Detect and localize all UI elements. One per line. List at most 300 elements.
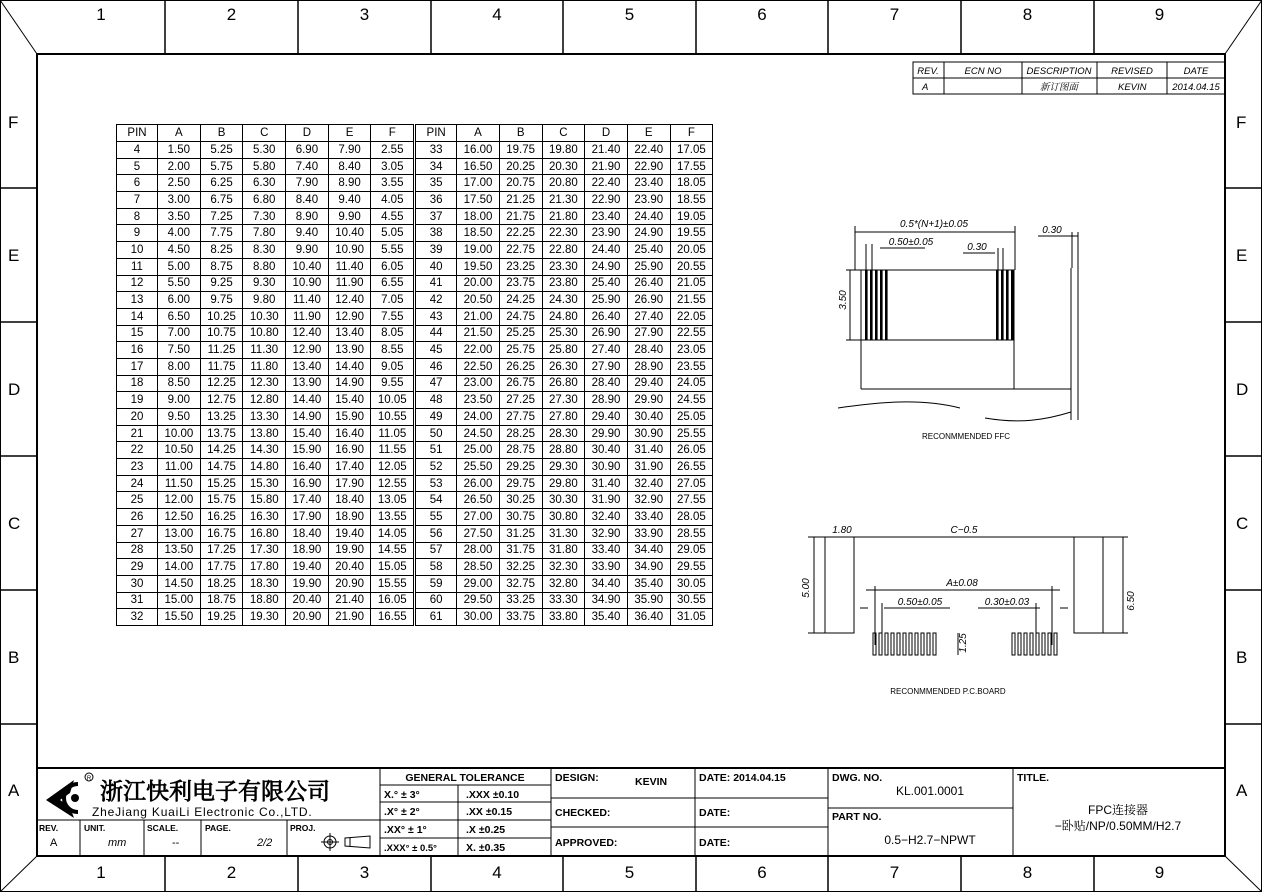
- table-cell: 9.30: [243, 275, 286, 292]
- table-row: [117, 258, 713, 275]
- table-row: [117, 142, 713, 159]
- table-cell: 32.75: [499, 575, 542, 592]
- table-row: [117, 242, 713, 259]
- table-cell: 15.50: [158, 609, 201, 626]
- pcb-pads-left: [873, 633, 936, 655]
- table-cell: 7: [117, 192, 158, 209]
- table-cell: 23.90: [627, 192, 670, 209]
- table-cell: 24.90: [585, 258, 628, 275]
- table-cell: 22.80: [542, 242, 585, 259]
- table-cell: 33.90: [627, 525, 670, 542]
- table-cell: 6.00: [158, 292, 201, 309]
- table-cell: 16: [117, 342, 158, 359]
- table-cell: 15.05: [371, 559, 415, 576]
- table-cell: 5: [117, 158, 158, 175]
- table-cell: 19.40: [286, 559, 329, 576]
- table-cell: 28: [117, 542, 158, 559]
- table-cell: 33: [415, 142, 457, 159]
- table-cell: 11.55: [371, 442, 415, 459]
- table-header-cell: E: [627, 125, 670, 142]
- table-cell: 20.90: [328, 575, 371, 592]
- table-cell: 19.30: [243, 609, 286, 626]
- zone-row-right-B: B: [1236, 648, 1248, 667]
- table-cell: 7.50: [158, 342, 201, 359]
- table-cell: 14.90: [328, 375, 371, 392]
- table-cell: 11.80: [243, 358, 286, 375]
- table-cell: 13.05: [371, 492, 415, 509]
- table-cell: 7.05: [371, 292, 415, 309]
- table-cell: 4.00: [158, 225, 201, 242]
- table-cell: 31.80: [542, 542, 585, 559]
- table-cell: 24.80: [542, 308, 585, 325]
- table-cell: 8.55: [371, 342, 415, 359]
- table-cell: 16.80: [243, 525, 286, 542]
- table-cell: 12.75: [200, 392, 243, 409]
- table-cell: 12.05: [371, 459, 415, 476]
- table-cell: 25.80: [542, 342, 585, 359]
- table-cell: 15.90: [286, 442, 329, 459]
- table-cell: 26.75: [499, 375, 542, 392]
- table-cell: 29.05: [670, 542, 713, 559]
- table-cell: 9.55: [371, 375, 415, 392]
- table-row: [117, 559, 713, 576]
- table-row: [117, 509, 713, 526]
- pcb-dim-left-height: 5.00: [801, 578, 812, 598]
- table-row: [117, 208, 713, 225]
- table-cell: 14.30: [243, 442, 286, 459]
- table-cell: 20.40: [286, 592, 329, 609]
- table-cell: 14.90: [286, 409, 329, 426]
- pin-dimension-table: [116, 124, 713, 626]
- table-cell: 35.40: [627, 575, 670, 592]
- table-cell: 11.05: [371, 425, 415, 442]
- table-header-cell: D: [286, 125, 329, 142]
- pcb-dim-right-height: 6.50: [1126, 591, 1137, 611]
- table-cell: 11.50: [158, 475, 201, 492]
- table-row: [117, 442, 713, 459]
- table-cell: 26.40: [627, 275, 670, 292]
- table-cell: 12.90: [286, 342, 329, 359]
- table-cell: 18: [117, 375, 158, 392]
- table-cell: 58: [415, 559, 457, 576]
- zone-row-left-C: C: [8, 514, 21, 533]
- table-cell: 15.75: [200, 492, 243, 509]
- table-cell: 47: [415, 375, 457, 392]
- table-cell: 21.80: [542, 208, 585, 225]
- table-cell: 22.90: [585, 192, 628, 209]
- table-row: [117, 492, 713, 509]
- table-cell: 30.80: [542, 509, 585, 526]
- table-cell: 32.80: [542, 575, 585, 592]
- approved-label: APPROVED:: [555, 837, 618, 849]
- table-cell: 27.25: [499, 392, 542, 409]
- table-cell: 3.55: [371, 175, 415, 192]
- table-cell: 8.40: [286, 192, 329, 209]
- zone-col-top-1: 1: [96, 5, 106, 24]
- zone-col-top-9: 9: [1154, 5, 1165, 24]
- table-cell: 8.05: [371, 325, 415, 342]
- rev-header-date: DATE: [1183, 66, 1209, 77]
- table-cell: 31.90: [627, 459, 670, 476]
- table-cell: 20.05: [670, 242, 713, 259]
- table-cell: 55: [415, 509, 457, 526]
- table-cell: 17.75: [200, 559, 243, 576]
- pcb-dim-pad-width: 1.80: [832, 525, 852, 536]
- table-cell: 29.00: [457, 575, 500, 592]
- table-cell: 30: [117, 575, 158, 592]
- table-cell: 31.25: [499, 525, 542, 542]
- svg-text:R: R: [86, 776, 92, 782]
- table-cell: 25.40: [585, 275, 628, 292]
- table-cell: 29: [117, 559, 158, 576]
- table-header-cell: F: [371, 125, 415, 142]
- table-cell: 15.40: [328, 392, 371, 409]
- design-label: DESIGN:: [555, 772, 599, 784]
- zone-row-right-E: E: [1236, 246, 1248, 265]
- table-cell: 6.50: [158, 308, 201, 325]
- ffc-drawing: [838, 226, 1078, 421]
- zone-col-top-8: 8: [1022, 5, 1033, 24]
- rev-value-rev: A: [922, 82, 929, 93]
- table-cell: 20.75: [499, 175, 542, 192]
- company-logo: [46, 773, 93, 818]
- table-cell: 44: [415, 325, 457, 342]
- table-cell: 52: [415, 459, 457, 476]
- table-row: [117, 609, 713, 626]
- table-cell: 29.90: [585, 425, 628, 442]
- table-cell: 33.40: [627, 509, 670, 526]
- table-cell: 17.90: [328, 475, 371, 492]
- table-cell: 11: [117, 258, 158, 275]
- table-cell: 23.30: [542, 258, 585, 275]
- table-cell: 8.80: [243, 258, 286, 275]
- zone-col-bottom-2: 2: [226, 863, 237, 882]
- table-cell: 26.50: [457, 492, 500, 509]
- table-cell: 12.00: [158, 492, 201, 509]
- page-value: 2/2: [257, 837, 273, 849]
- table-cell: 33.25: [499, 592, 542, 609]
- zone-col-top-5: 5: [624, 5, 635, 24]
- table-cell: 3.00: [158, 192, 201, 209]
- pcb-pads-right: [1012, 633, 1057, 655]
- table-cell: 22.55: [670, 325, 713, 342]
- table-cell: 11.40: [286, 292, 329, 309]
- ffc-dim-pitch: 0.50±0.05: [888, 237, 934, 248]
- table-cell: 21.00: [457, 308, 500, 325]
- table-cell: 27.30: [542, 392, 585, 409]
- table-cell: 6.55: [371, 275, 415, 292]
- table-cell: 26.25: [499, 358, 542, 375]
- table-cell: 35: [415, 175, 457, 192]
- table-cell: 12.90: [328, 308, 371, 325]
- table-cell: 2.50: [158, 175, 201, 192]
- table-cell: 18.40: [328, 492, 371, 509]
- pcb-dim-pitch: 0.50±0.05: [897, 597, 943, 608]
- table-cell: 13.40: [286, 358, 329, 375]
- pcb-dim-c: C−0.5: [950, 525, 978, 536]
- table-cell: 29.40: [627, 375, 670, 392]
- zone-col-bottom-5: 5: [624, 863, 635, 882]
- table-cell: 29.75: [499, 475, 542, 492]
- table-cell: 30.90: [585, 459, 628, 476]
- table-cell: 25.90: [627, 258, 670, 275]
- table-cell: 13.55: [371, 509, 415, 526]
- table-cell: 6: [117, 175, 158, 192]
- zone-row-left-F: F: [8, 113, 19, 132]
- table-cell: 19.50: [457, 258, 500, 275]
- table-cell: 28.40: [627, 342, 670, 359]
- ffc-contacts-left: [865, 270, 888, 340]
- table-cell: 5.25: [200, 142, 243, 159]
- table-cell: 20.80: [542, 175, 585, 192]
- table-cell: 7.25: [200, 208, 243, 225]
- table-cell: 38: [415, 225, 457, 242]
- table-cell: 21.50: [457, 325, 500, 342]
- table-cell: 19.25: [200, 609, 243, 626]
- ffc-dim-total: 0.5*(N+1)±0.05: [899, 219, 969, 230]
- table-cell: 31.40: [627, 442, 670, 459]
- table-cell: 3.05: [371, 158, 415, 175]
- table-cell: 27.75: [499, 409, 542, 426]
- table-cell: 21.25: [499, 192, 542, 209]
- table-cell: 8.90: [286, 208, 329, 225]
- table-cell: 24.40: [585, 242, 628, 259]
- table-cell: 53: [415, 475, 457, 492]
- ffc-caption: RECONMMENDED FFC: [922, 432, 1010, 441]
- table-cell: 20.55: [670, 258, 713, 275]
- table-cell: 14.40: [328, 358, 371, 375]
- table-cell: 57: [415, 542, 457, 559]
- table-cell: 21.90: [585, 158, 628, 175]
- table-cell: 24.40: [627, 208, 670, 225]
- table-header-cell: D: [585, 125, 628, 142]
- table-cell: 11.90: [286, 308, 329, 325]
- table-cell: 21: [117, 425, 158, 442]
- table-cell: 14.55: [371, 542, 415, 559]
- table-cell: 26.00: [457, 475, 500, 492]
- table-cell: 29.25: [499, 459, 542, 476]
- table-cell: 32.25: [499, 559, 542, 576]
- table-cell: 18.00: [457, 208, 500, 225]
- table-cell: 17.55: [670, 158, 713, 175]
- table-row: [117, 542, 713, 559]
- table-cell: 9.90: [286, 242, 329, 259]
- tolerance-angle-1: .X° ± 2°: [384, 806, 420, 818]
- table-cell: 25.40: [627, 242, 670, 259]
- table-cell: 39: [415, 242, 457, 259]
- table-row: [117, 192, 713, 209]
- table-cell: 18.25: [200, 575, 243, 592]
- table-cell: 17.50: [457, 192, 500, 209]
- table-cell: 27.40: [627, 308, 670, 325]
- table-cell: 8.90: [328, 175, 371, 192]
- table-row: [117, 308, 713, 325]
- table-cell: 11.75: [200, 358, 243, 375]
- table-cell: 9.90: [328, 208, 371, 225]
- table-header-cell: PIN: [415, 125, 457, 142]
- table-cell: 15.90: [328, 409, 371, 426]
- table-cell: 26.90: [585, 325, 628, 342]
- table-cell: 17.40: [328, 459, 371, 476]
- table-cell: 7.90: [286, 175, 329, 192]
- table-cell: 8.30: [243, 242, 286, 259]
- table-cell: 26: [117, 509, 158, 526]
- table-cell: 15.30: [243, 475, 286, 492]
- projection-symbol-icon: [321, 833, 370, 851]
- pcb-dim-a: A±0.08: [946, 578, 978, 589]
- table-cell: 22.00: [457, 342, 500, 359]
- table-cell: 21.40: [328, 592, 371, 609]
- table-cell: 8.00: [158, 358, 201, 375]
- table-cell: 9.05: [371, 358, 415, 375]
- zone-col-top-4: 4: [492, 5, 502, 24]
- table-cell: 5.80: [243, 158, 286, 175]
- table-cell: 20.90: [286, 609, 329, 626]
- table-cell: 14.25: [200, 442, 243, 459]
- table-cell: 17.05: [670, 142, 713, 159]
- table-cell: 21.75: [499, 208, 542, 225]
- table-cell: 5.00: [158, 258, 201, 275]
- table-cell: 11.25: [200, 342, 243, 359]
- table-row: [117, 575, 713, 592]
- table-cell: 2.00: [158, 158, 201, 175]
- table-cell: 10.30: [243, 308, 286, 325]
- table-cell: 30.40: [585, 442, 628, 459]
- table-cell: 27.55: [670, 492, 713, 509]
- table-cell: 43: [415, 308, 457, 325]
- pcb-caption: RECONMMENDED P.C.BOARD: [890, 687, 1006, 696]
- table-cell: 10.05: [371, 392, 415, 409]
- table-cell: 10.50: [158, 442, 201, 459]
- company-name-cn: 浙江快利电子有限公司: [100, 778, 330, 804]
- table-cell: 33.75: [499, 609, 542, 626]
- table-cell: 31.90: [585, 492, 628, 509]
- zone-row-right-D: D: [1236, 380, 1249, 399]
- table-cell: 7.80: [243, 225, 286, 242]
- tolerance-linear-1: .XX ±0.15: [466, 806, 513, 818]
- table-cell: 30.30: [542, 492, 585, 509]
- ffc-dim-thickness: 0.30: [1042, 225, 1062, 236]
- rev-value-description: 新订图面: [1039, 82, 1079, 93]
- table-cell: 31: [117, 592, 158, 609]
- table-row: [117, 459, 713, 476]
- table-cell: 28.40: [585, 375, 628, 392]
- table-cell: 31.40: [585, 475, 628, 492]
- table-cell: 13.30: [243, 409, 286, 426]
- table-cell: 3.50: [158, 208, 201, 225]
- table-cell: 33.90: [585, 559, 628, 576]
- rev-header-rev: REV.: [917, 66, 939, 77]
- table-cell: 10.80: [243, 325, 286, 342]
- table-cell: 15.25: [200, 475, 243, 492]
- zone-row-right-F: F: [1236, 113, 1247, 132]
- table-cell: 7.00: [158, 325, 201, 342]
- table-cell: 30.00: [457, 609, 500, 626]
- table-row: [117, 358, 713, 375]
- table-cell: 9.25: [200, 275, 243, 292]
- table-cell: 26.55: [670, 459, 713, 476]
- zone-row-left-A: A: [8, 781, 20, 800]
- table-cell: 30.40: [627, 409, 670, 426]
- table-cell: 42: [415, 292, 457, 309]
- table-cell: 28.55: [670, 525, 713, 542]
- table-cell: 5.75: [200, 158, 243, 175]
- table-row: [117, 225, 713, 242]
- table-cell: 50: [415, 425, 457, 442]
- table-cell: 12.40: [328, 292, 371, 309]
- table-cell: 21.30: [542, 192, 585, 209]
- table-cell: 6.25: [200, 175, 243, 192]
- design-value: KEVIN: [635, 776, 668, 788]
- table-row: [117, 425, 713, 442]
- table-cell: 17.25: [200, 542, 243, 559]
- table-cell: 10.00: [158, 425, 201, 442]
- table-cell: 9.50: [158, 409, 201, 426]
- table-cell: 13.40: [328, 325, 371, 342]
- table-cell: 17: [117, 358, 158, 375]
- table-cell: 21.05: [670, 275, 713, 292]
- table-cell: 8.50: [158, 375, 201, 392]
- table-cell: 27: [117, 525, 158, 542]
- rev-value-revised: KEVIN: [1118, 82, 1147, 93]
- table-cell: 12.25: [200, 375, 243, 392]
- table-cell: 24.30: [542, 292, 585, 309]
- company-name-en: ZheJiang KuaiLi Electronic Co.,LTD.: [92, 805, 313, 819]
- table-cell: 26.30: [542, 358, 585, 375]
- table-cell: 23.25: [499, 258, 542, 275]
- table-cell: 25.75: [499, 342, 542, 359]
- table-cell: 33.80: [542, 609, 585, 626]
- checked-label: CHECKED:: [555, 807, 611, 819]
- table-cell: 16.05: [371, 592, 415, 609]
- zone-col-bottom-9: 9: [1154, 863, 1165, 882]
- table-cell: 46: [415, 358, 457, 375]
- table-cell: 9.75: [200, 292, 243, 309]
- table-cell: 30.05: [670, 575, 713, 592]
- table-cell: 20.30: [542, 158, 585, 175]
- table-cell: 17.80: [243, 559, 286, 576]
- ffc-contacts-right: [996, 270, 1014, 340]
- zone-col-bottom-7: 7: [889, 863, 900, 882]
- table-cell: 14.40: [286, 392, 329, 409]
- table-cell: 8.75: [200, 258, 243, 275]
- table-cell: 14.80: [243, 459, 286, 476]
- table-cell: 16.90: [328, 442, 371, 459]
- table-cell: 15.55: [371, 575, 415, 592]
- date-design: DATE: 2014.04.15: [699, 772, 786, 784]
- table-cell: 12.80: [243, 392, 286, 409]
- table-cell: 25.05: [670, 409, 713, 426]
- table-cell: 12.40: [286, 325, 329, 342]
- date-checked: DATE:: [699, 807, 731, 819]
- table-cell: 28.50: [457, 559, 500, 576]
- table-row: [117, 292, 713, 309]
- table-cell: 6.30: [243, 175, 286, 192]
- table-cell: 26.90: [627, 292, 670, 309]
- table-cell: 29.80: [542, 475, 585, 492]
- zone-row-right-A: A: [1236, 781, 1248, 800]
- table-cell: 7.40: [286, 158, 329, 175]
- table-cell: 19: [117, 392, 158, 409]
- table-cell: 27.40: [585, 342, 628, 359]
- table-cell: 23.40: [627, 175, 670, 192]
- table-row: [117, 275, 713, 292]
- table-cell: 25.25: [499, 325, 542, 342]
- table-cell: 27.05: [670, 475, 713, 492]
- table-cell: 18.90: [286, 542, 329, 559]
- table-cell: 10.90: [328, 242, 371, 259]
- table-cell: 23.80: [542, 275, 585, 292]
